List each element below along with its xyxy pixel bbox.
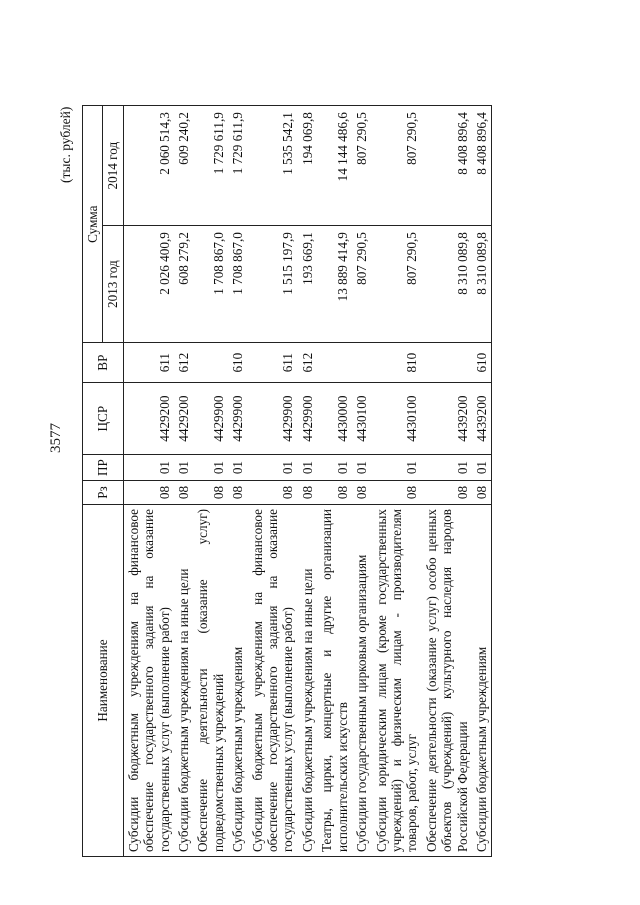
row-pr: 01 xyxy=(193,455,228,481)
table-row xyxy=(123,106,174,857)
row-csr: 4429200 xyxy=(123,383,174,455)
row-2014: 1 729 611,9 xyxy=(228,106,247,226)
row-csr: 4429200 xyxy=(174,383,193,455)
row-2013: 8 310 089,8 xyxy=(422,226,472,343)
table-row xyxy=(372,106,422,857)
table-row xyxy=(298,106,317,857)
row-csr: 4439200 xyxy=(472,383,492,455)
row-rz: 08 xyxy=(422,481,472,505)
row-2013: 1 708 867,0 xyxy=(228,226,247,343)
row-vr: 611 xyxy=(123,343,174,383)
row-2014: 14 144 486,6 xyxy=(317,106,352,226)
row-name: Театры, цирки, концертные и другие организации исполнительских искусств xyxy=(317,505,352,857)
row-rz: 08 xyxy=(298,481,317,505)
row-csr: 4430100 xyxy=(372,383,422,455)
row-vr xyxy=(422,343,472,383)
header-rz: Рз xyxy=(83,481,124,505)
table-row xyxy=(193,106,228,857)
row-name: Обеспечение деятельности (оказание услуг) подведомственных учреждений xyxy=(193,505,228,857)
row-name: Субсидии юридическим лицам (кроме государственных учреждений) и физическим лицам - производителям товаров, работ, услуг xyxy=(372,505,422,857)
header-name: Наименование xyxy=(83,505,124,857)
row-2013: 13 889 414,9 xyxy=(317,226,352,343)
row-rz: 08 xyxy=(123,481,174,505)
row-name: Субсидии бюджетным учреждениям xyxy=(228,505,247,857)
header-2014: 2014 год xyxy=(103,106,123,226)
row-vr xyxy=(352,343,371,383)
row-vr xyxy=(193,343,228,383)
row-pr: 01 xyxy=(317,455,352,481)
row-2014: 609 240,2 xyxy=(174,106,193,226)
row-name: Субсидии бюджетным учреждениям на иные цели xyxy=(298,505,317,857)
row-vr: 612 xyxy=(298,343,317,383)
row-2013: 608 279,2 xyxy=(174,226,193,343)
row-2014: 1 729 611,9 xyxy=(193,106,228,226)
row-2013: 193 669,1 xyxy=(298,226,317,343)
row-2013: 1 708 867,0 xyxy=(193,226,228,343)
row-pr: 01 xyxy=(248,455,298,481)
units-label: (тыс. рублей) xyxy=(58,106,73,183)
row-pr: 01 xyxy=(422,455,472,481)
table-row xyxy=(422,106,472,857)
table-row xyxy=(228,106,247,857)
row-pr: 01 xyxy=(123,455,174,481)
table-row xyxy=(472,106,492,857)
row-pr: 01 xyxy=(372,455,422,481)
row-csr: 4430000 xyxy=(317,383,352,455)
header-pr: ПР xyxy=(83,455,124,481)
table-header xyxy=(83,106,124,857)
row-name: Субсидии государственным цирковым организациям xyxy=(352,505,371,857)
row-rz: 08 xyxy=(193,481,228,505)
table-row xyxy=(317,106,352,857)
budget-table xyxy=(82,105,492,857)
row-2014: 1 535 542,1 xyxy=(248,106,298,226)
row-pr: 01 xyxy=(472,455,492,481)
header-2013: 2013 год xyxy=(103,226,123,343)
row-2013: 807 290,5 xyxy=(372,226,422,343)
row-rz: 08 xyxy=(228,481,247,505)
row-rz: 08 xyxy=(248,481,298,505)
row-name: Обеспечение деятельности (оказание услуг) особо ценных объектов (учреждений) культурного наследия народов Российской Федерации xyxy=(422,505,472,857)
row-2013: 2 026 400,9 xyxy=(123,226,174,343)
row-name: Субсидии бюджетным учреждениям на иные цели xyxy=(174,505,193,857)
row-2014: 807 290,5 xyxy=(372,106,422,226)
row-name: Субсидии бюджетным учреждениям xyxy=(472,505,492,857)
row-csr: 4430100 xyxy=(352,383,371,455)
row-name: Субсидии бюджетным учреждениям на финансовое обеспечение государственного задания на оказание государственных услуг (выполнение работ) xyxy=(123,505,174,857)
row-pr: 01 xyxy=(298,455,317,481)
row-vr: 612 xyxy=(174,343,193,383)
row-rz: 08 xyxy=(317,481,352,505)
row-2014: 807 290,5 xyxy=(352,106,371,226)
row-pr: 01 xyxy=(228,455,247,481)
row-vr xyxy=(317,343,352,383)
header-vr: ВР xyxy=(83,343,124,383)
row-vr: 810 xyxy=(372,343,422,383)
row-vr: 610 xyxy=(228,343,247,383)
row-2013: 1 515 197,9 xyxy=(248,226,298,343)
row-2014: 194 069,8 xyxy=(298,106,317,226)
row-vr: 610 xyxy=(472,343,492,383)
table-body xyxy=(123,106,492,857)
page-number: 3577 xyxy=(48,423,64,453)
row-2014: 2 060 514,3 xyxy=(123,106,174,226)
row-pr: 01 xyxy=(352,455,371,481)
row-name: Субсидии бюджетным учреждениям на финансовое обеспечение государственного задания на оказание государственных услуг (выполнение работ) xyxy=(248,505,298,857)
row-rz: 08 xyxy=(352,481,371,505)
row-pr: 01 xyxy=(174,455,193,481)
row-csr: 4429900 xyxy=(193,383,228,455)
row-2013: 8 310 089,8 xyxy=(472,226,492,343)
row-rz: 08 xyxy=(372,481,422,505)
header-sum: Сумма xyxy=(83,106,103,343)
table-row xyxy=(248,106,298,857)
row-csr: 4439200 xyxy=(422,383,472,455)
row-rz: 08 xyxy=(472,481,492,505)
header-csr: ЦСР xyxy=(83,383,124,455)
table-row xyxy=(174,106,193,857)
row-vr: 611 xyxy=(248,343,298,383)
row-csr: 4429900 xyxy=(248,383,298,455)
row-rz: 08 xyxy=(174,481,193,505)
row-csr: 4429900 xyxy=(228,383,247,455)
row-csr: 4429900 xyxy=(298,383,317,455)
row-2014: 8 408 896,4 xyxy=(422,106,472,226)
table-row xyxy=(352,106,371,857)
row-2014: 8 408 896,4 xyxy=(472,106,492,226)
row-2013: 807 290,5 xyxy=(352,226,371,343)
